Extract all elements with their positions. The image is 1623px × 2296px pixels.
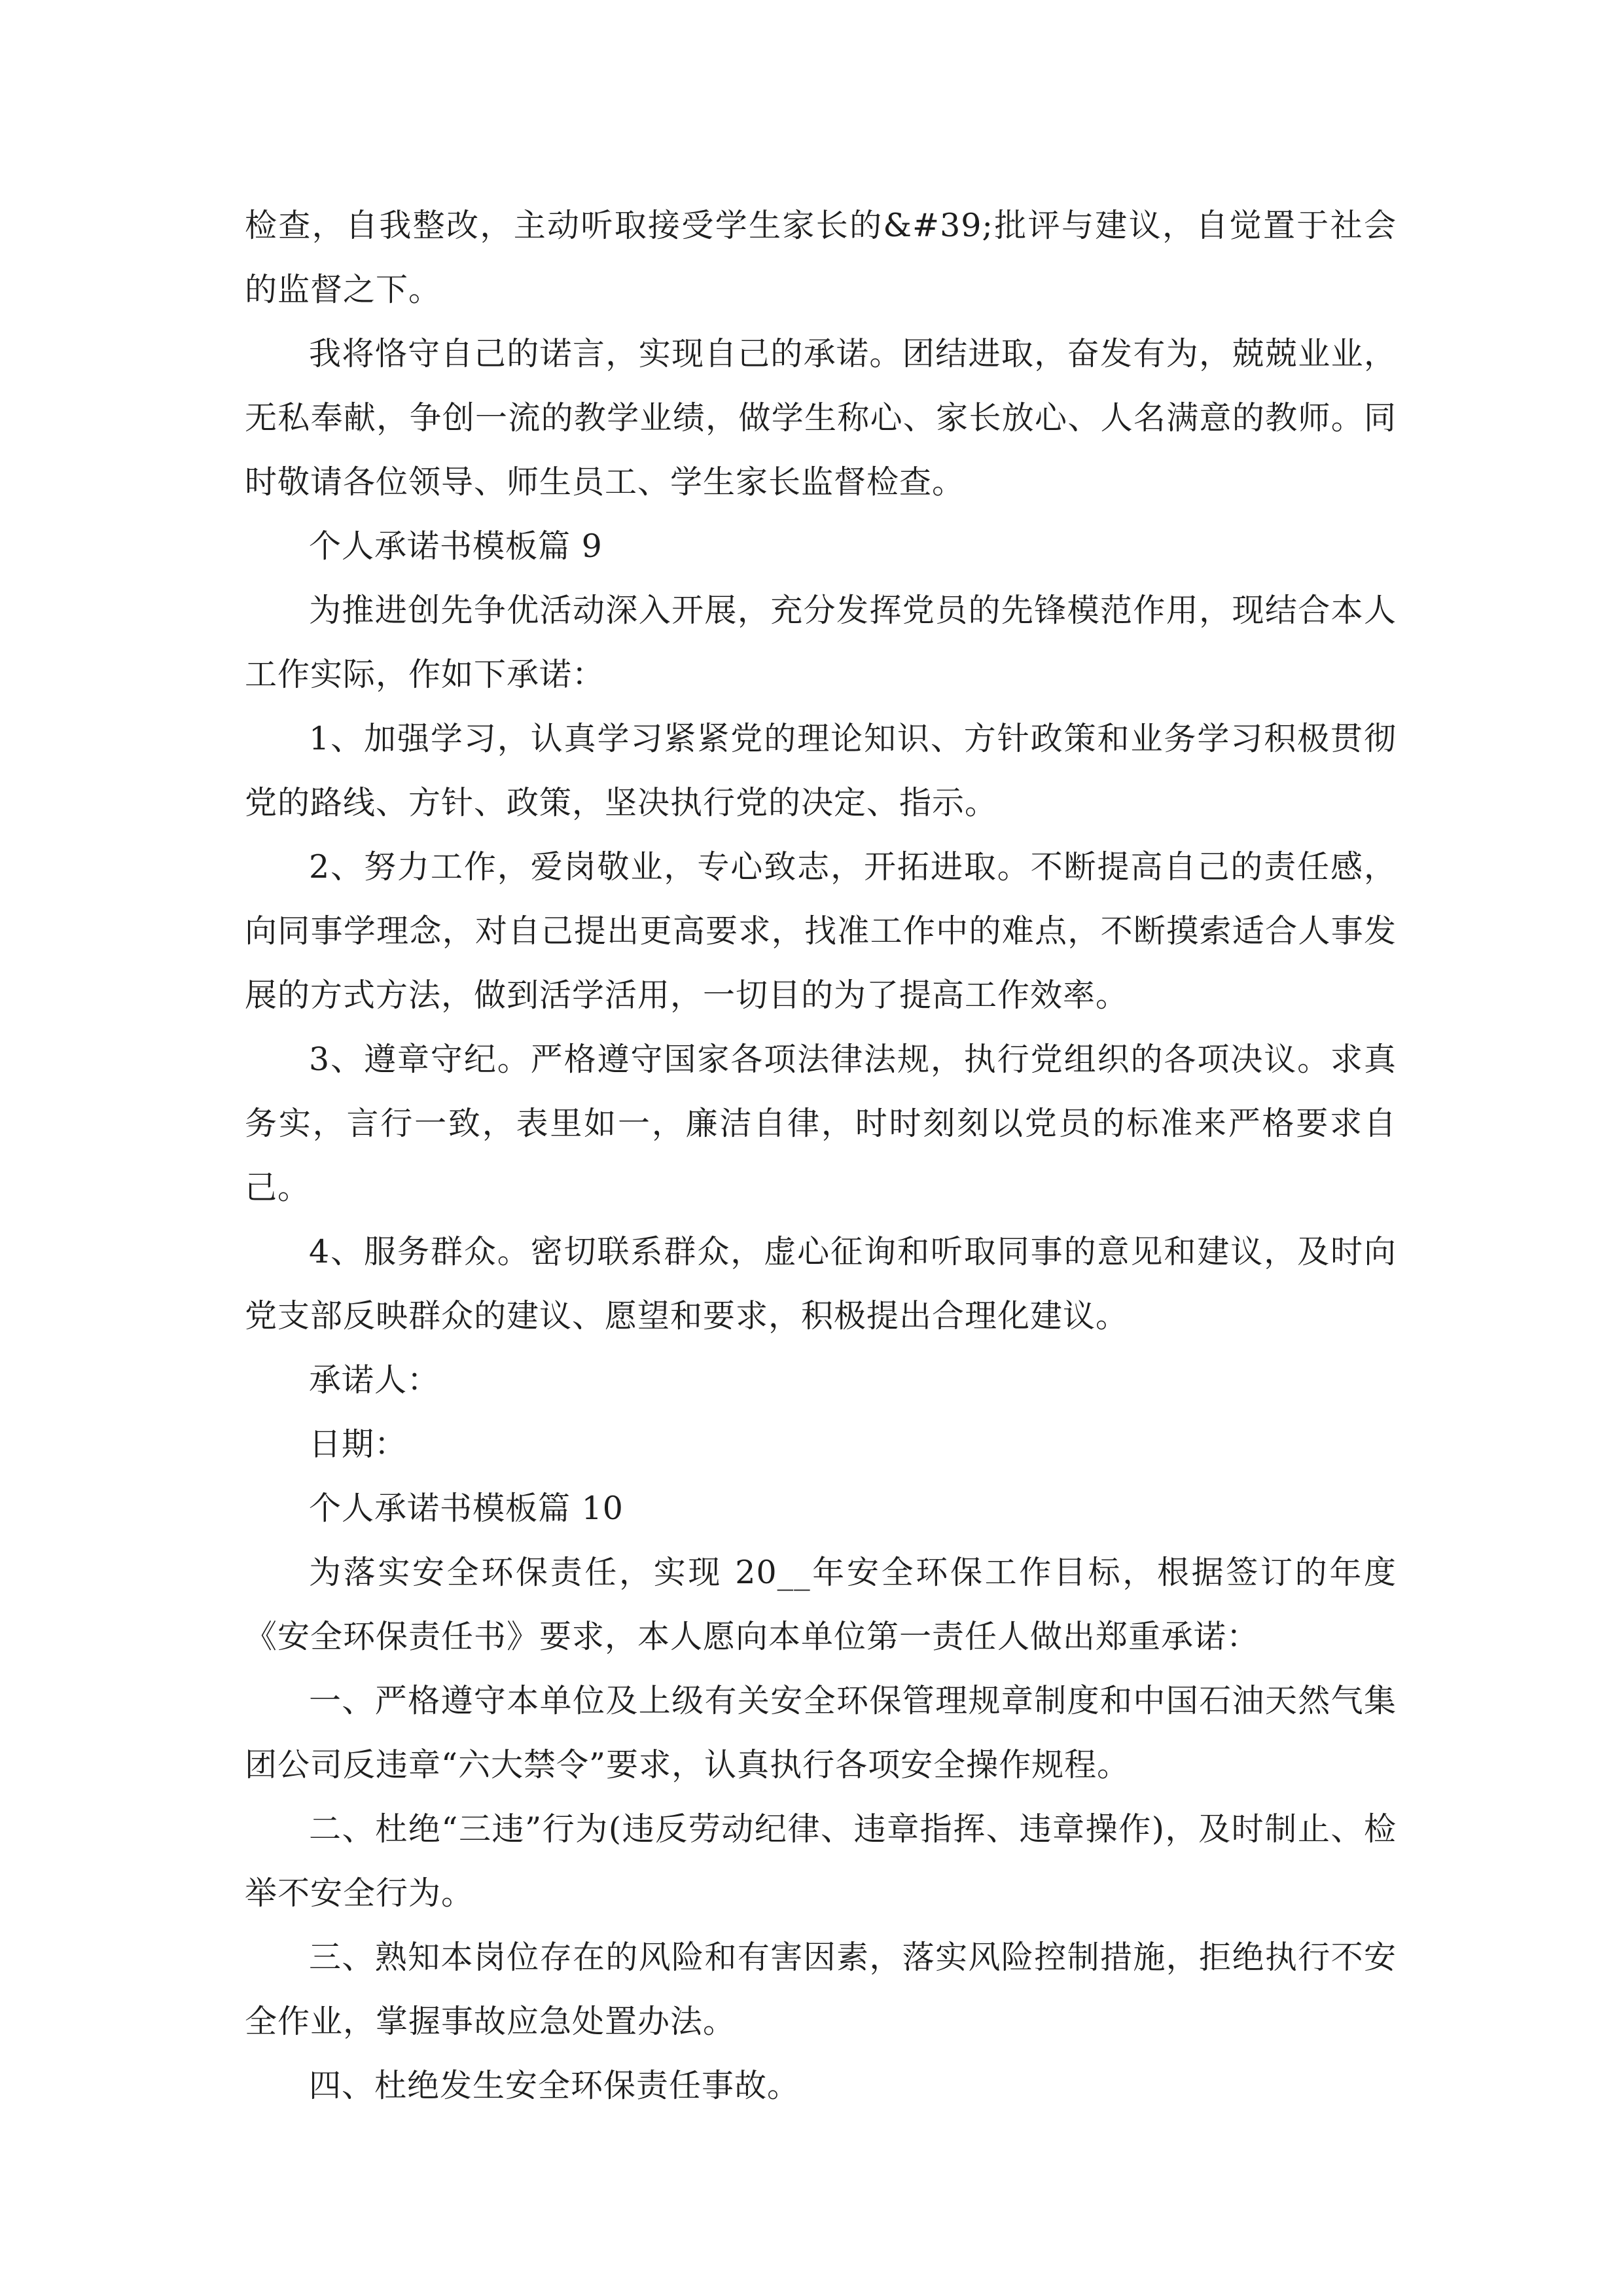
- paragraph-clause-3: 三、熟知本岗位存在的风险和有害因素，落实风险控制措施，拒绝执行不安全作业，掌握事故应急处置办法。: [245, 1939, 1397, 2040]
- paragraph-clause-1: 一、严格遵守本单位及上级有关安全环保管理规章制度和中国石油天然气集团公司反违章“六大禁令”要求，认真执行各项安全操作规程。: [245, 1682, 1397, 1784]
- paragraph-intro-10: 为落实安全环保责任，实现 20__年安全环保工作目标，根据签订的年度《安全环保责任书》要求，本人愿向本单位第一责任人做出郑重承诺：: [245, 1554, 1397, 1655]
- section-heading-10: 个人承诺书模板篇 10: [309, 1490, 624, 1527]
- paragraph-item-4: 4、服务群众。密切联系群众，虚心征询和听取同事的意见和建议，及时向党支部反映群众的建议、愿望和要求，积极提出合理化建议。: [245, 1233, 1397, 1335]
- paragraph-item-2: 2、努力工作，爱岗敬业，专心致志，开拓进取。不断提高自己的责任感，向同事学理念，对自己提出更高要求，找准工作中的难点，不断摸索适合人事发展的方式方法，做到活学活用，一切目的为了提高工作效率。: [245, 848, 1397, 1014]
- paragraph-pledge-closing: 我将恪守自己的诺言，实现自己的承诺。团结进取，奋发有为，兢兢业业，无私奉献，争创一流的教学业绩，做学生称心、家长放心、人名满意的教师。同时敬请各位领导、师生员工、学生家长监督检查。: [245, 335, 1397, 501]
- paragraph-clause-2: 二、杜绝“三违”行为(违反劳动纪律、违章指挥、违章操作)，及时制止、检举不安全行为。: [245, 1810, 1397, 1912]
- paragraph-continuation: 检查，自我整改，主动听取接受学生家长的&#39;批评与建议，自觉置于社会的监督之下。: [245, 207, 1397, 308]
- section-heading-9: 个人承诺书模板篇 9: [309, 528, 603, 565]
- signature-label: 承诺人：: [309, 1361, 440, 1399]
- date-label: 日期：: [309, 1426, 408, 1463]
- document-body: [245, 194, 1397, 2118]
- paragraph-item-1: 1、加强学习，认真学习紧紧党的理论知识、方针政策和业务学习积极贯彻党的路线、方针、政策，坚决执行党的决定、指示。: [245, 720, 1397, 821]
- paragraph-intro-9: 为推进创先争优活动深入开展，充分发挥党员的先锋模范作用，现结合本人工作实际，作如下承诺：: [245, 592, 1397, 693]
- paragraph-clause-4: 四、杜绝发生安全环保责任事故。: [309, 2067, 800, 2104]
- paragraph-item-3: 3、遵章守纪。严格遵守国家各项法律法规，执行党组织的各项决议。求真务实，言行一致，表里如一，廉洁自律，时时刻刻以党员的标准来严格要求自己。: [245, 1041, 1397, 1206]
